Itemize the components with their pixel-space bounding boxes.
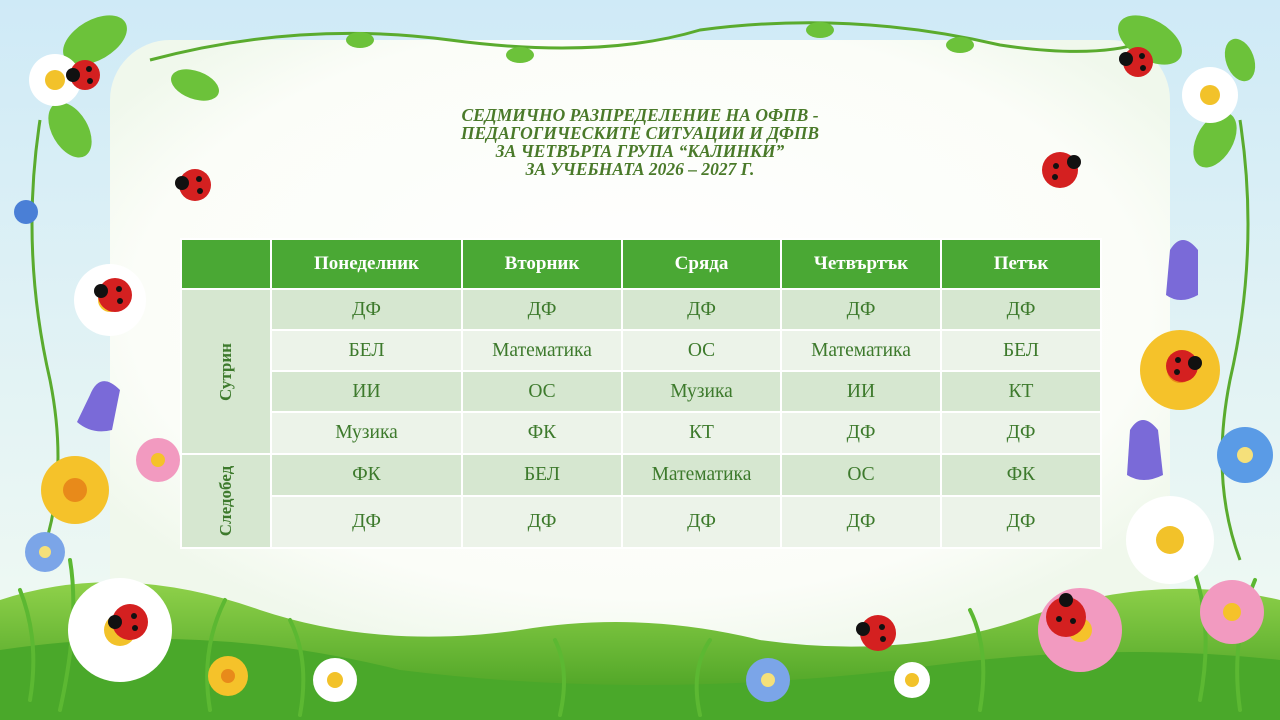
schedule-cell: ДФ (941, 496, 1101, 548)
table-row (181, 330, 1101, 371)
schedule-cell: БЕЛ (462, 454, 622, 496)
morning-period-cell (181, 289, 271, 454)
table-header-row (181, 239, 1101, 289)
table-row (181, 454, 1101, 496)
schedule-cell: ДФ (462, 496, 622, 548)
day-header: Понеделник (271, 239, 462, 289)
schedule-cell: ДФ (622, 496, 781, 548)
schedule-cell: ФК (462, 412, 622, 454)
schedule-cell: Математика (462, 330, 622, 371)
schedule-cell: Музика (271, 412, 462, 454)
page-title (340, 106, 940, 178)
schedule-cell: ИИ (271, 371, 462, 412)
schedule-cell: ДФ (941, 289, 1101, 330)
schedule-cell: ИИ (781, 371, 941, 412)
schedule-cell: Математика (781, 330, 941, 371)
schedule-cell: Музика (622, 371, 781, 412)
corner-header-cell (181, 239, 271, 289)
schedule-cell: Математика (622, 454, 781, 496)
schedule-cell: ДФ (781, 412, 941, 454)
schedule-cell: ДФ (271, 496, 462, 548)
schedule-cell: ДФ (462, 289, 622, 330)
schedule-cell: ДФ (622, 289, 781, 330)
schedule-cell: ОС (622, 330, 781, 371)
title-line: ЗА УЧЕБНАТА 2026 – 2027 Г. (525, 159, 755, 179)
title-line: ПЕДАГОГИЧЕСКИТЕ СИТУАЦИИ И ДФПВ (460, 123, 820, 143)
schedule-cell: КТ (941, 371, 1101, 412)
day-header: Сряда (622, 239, 781, 289)
schedule-cell: БЕЛ (941, 330, 1101, 371)
afternoon-label: Следобед (216, 465, 235, 537)
schedule-cell: ДФ (781, 289, 941, 330)
weekly-schedule-table (180, 238, 1102, 549)
day-header: Вторник (462, 239, 622, 289)
day-header: Четвъртък (781, 239, 941, 289)
title-line: СЕДМИЧНО РАЗПРЕДЕЛЕНИЕ НА ОФПВ - (461, 105, 819, 125)
schedule-cell: БЕЛ (271, 330, 462, 371)
schedule-cell: ФК (941, 454, 1101, 496)
table-row (181, 289, 1101, 330)
title-line: ЗА ЧЕТВЪРТА ГРУПА “КАЛИНКИ” (495, 141, 785, 161)
schedule-cell: ОС (462, 371, 622, 412)
morning-label: Сутрин (216, 342, 235, 401)
schedule-cell: ДФ (271, 289, 462, 330)
schedule-cell: ДФ (781, 496, 941, 548)
schedule-cell: ФК (271, 454, 462, 496)
table-row (181, 496, 1101, 548)
afternoon-period-cell (181, 454, 271, 548)
table-row (181, 412, 1101, 454)
schedule-cell: ОС (781, 454, 941, 496)
day-header: Петък (941, 239, 1101, 289)
table-row (181, 371, 1101, 412)
schedule-cell: ДФ (941, 412, 1101, 454)
schedule-cell: КТ (622, 412, 781, 454)
